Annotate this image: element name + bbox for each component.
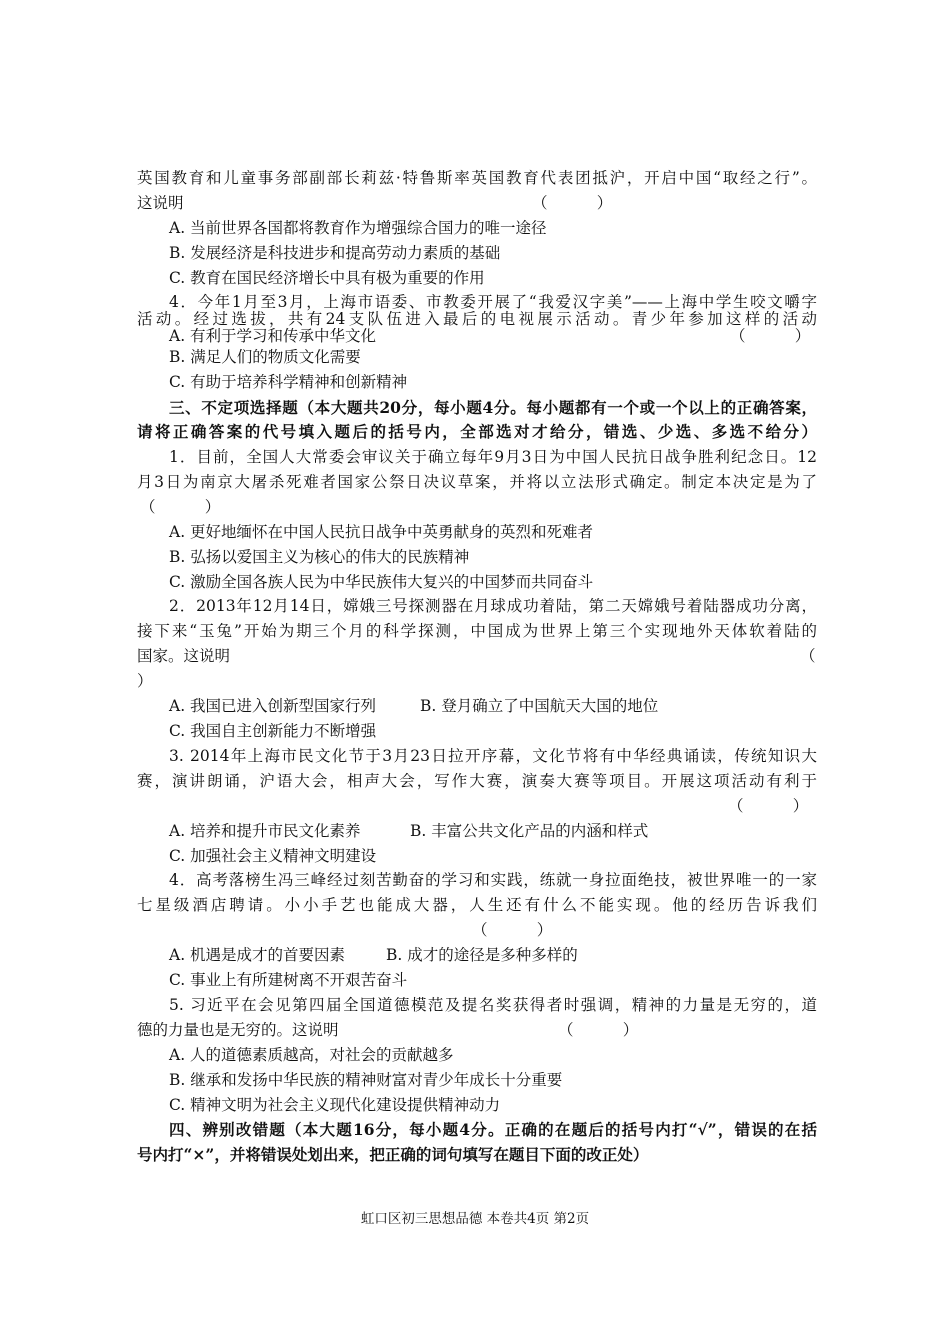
section3-heading-line1: 三、不定项选择题（本大题共20分，每小题4分。每小题都有一个或一个以上的正确答案， xyxy=(169,398,817,417)
s3q3-option-b: B. 丰富公共文化产品的内涵和样式 xyxy=(410,822,649,840)
s3q5-option-a: A. 人的道德素质越高，对社会的贡献越多 xyxy=(169,1046,454,1064)
s3q4-option-b: B. 成才的途径是多种多样的 xyxy=(386,946,578,964)
q4-option-c: C. 有助于培养科学精神和创新精神 xyxy=(169,373,408,391)
s3q3-line2: 赛，演讲朗诵，沪语大会，相声大会，写作大赛，演奏大赛等项目。开展这项活动有利于 xyxy=(137,772,817,790)
s3q1-line1: 1．目前，全国人大常委会审议关于确立每年9月3日为中国人民抗日战争胜利纪念日。12 xyxy=(169,448,817,466)
s3q2-line2: 接下来“玉兔”开始为期三个月的科学探测，中国成为世界上第三个实现地外天体软着陆的 xyxy=(137,622,817,640)
q4-answer-paren[interactable]: （ ） xyxy=(730,327,811,345)
s3q1-line2: 月3日为南京大屠杀死难者国家公祭日决议草案，并将以立法形式确定。制定本决定是为了 xyxy=(137,473,817,491)
page-footer: 虹口区初三思想品德 本卷共4页 第2页 xyxy=(360,1211,590,1227)
s3q2-paren-close[interactable]: ） xyxy=(137,672,153,690)
s3q4-answer-paren[interactable]: （ ） xyxy=(472,921,553,939)
q3-line1: 英国教育和儿童事务部副部长莉兹·特鲁斯率英国教育代表团抵沪，开启中国“取经之行”。 xyxy=(137,169,817,187)
q4-line2: 活动。经过选拔，共有24支队伍进入最后的电视展示活动。青少年参加这样的活动 xyxy=(137,310,817,328)
q3-answer-paren[interactable]: （ ） xyxy=(532,194,613,212)
s3q1-option-a: A. 更好地缅怀在中国人民抗日战争中英勇献身的英烈和死难者 xyxy=(169,523,594,541)
s3q5-option-c: C. 精神文明为社会主义现代化建设提供精神动力 xyxy=(169,1096,501,1114)
section4-heading-line2: 号内打“×”，并将错误处划出来，把正确的词句填写在题目下面的改正处） xyxy=(137,1145,649,1164)
q4-option-a: A. 有利于学习和传承中华文化 xyxy=(169,327,377,345)
s3q2-option-c: C. 我国自主创新能力不断增强 xyxy=(169,722,377,740)
s3q2-line3: 国家。这说明 xyxy=(137,647,231,665)
s3q4-line1: 4．高考落榜生冯三峰经过刻苦勤奋的学习和实践，练就一身拉面绝技，被世界唯一的一家 xyxy=(169,871,817,889)
s3q2-line1: 2．2013年12月14日，嫦娥三号探测器在月球成功着陆，第二天嫦娥号着陆器成功分离， xyxy=(169,597,817,615)
s3q1-option-b: B. 弘扬以爱国主义为核心的伟大的民族精神 xyxy=(169,548,470,566)
s3q2-option-a: A. 我国已进入创新型国家行列 xyxy=(169,697,377,715)
s3q3-answer-paren[interactable]: （ ） xyxy=(728,797,809,815)
q3-option-b: B. 发展经济是科技进步和提高劳动力素质的基础 xyxy=(169,244,501,262)
q4-option-b: B. 满足人们的物质文化需要 xyxy=(169,348,361,366)
s3q3-option-c: C. 加强社会主义精神文明建设 xyxy=(169,847,377,865)
s3q5-option-b: B. 继承和发扬中华民族的精神财富对青少年成长十分重要 xyxy=(169,1071,563,1089)
s3q5-line1: 5. 习近平在会见第四届全国道德模范及提名奖获得者时强调，精神的力量是无穷的，道 xyxy=(169,996,817,1014)
section4-heading-line1: 四、辨别改错题（本大题16分，每小题4分。正确的在题后的括号内打“√”，错误的在括 xyxy=(169,1120,817,1139)
s3q2-paren-open[interactable]: （ xyxy=(800,647,816,665)
q3-line2: 这说明 xyxy=(137,194,184,212)
s3q3-option-a: A. 培养和提升市民文化素养 xyxy=(169,822,361,840)
s3q3-line1: 3. 2014年上海市民文化节于3月23日拉开序幕，文化节将有中华经典诵读，传统知识大 xyxy=(169,747,817,765)
s3q2-option-b: B. 登月确立了中国航天大国的地位 xyxy=(420,697,659,715)
q3-option-c: C. 教育在国民经济增长中具有极为重要的作用 xyxy=(169,269,485,287)
q4-line1: 4．今年1月至3月，上海市语委、市教委开展了“我爱汉字美”——上海中学生咬文嚼字 xyxy=(169,293,817,311)
s3q1-answer-paren[interactable]: （ ） xyxy=(140,498,221,516)
s3q4-option-a: A. 机遇是成才的首要因素 xyxy=(169,946,346,964)
s3q1-option-c: C. 激励全国各族人民为中华民族伟大复兴的中国梦而共同奋斗 xyxy=(169,573,594,591)
section3-heading-line2: 请将正确答案的代号填入题后的括号内，全部选对才给分，错选、少选、多选不给分） xyxy=(137,422,817,441)
s3q4-option-c: C. 事业上有所建树离不开艰苦奋斗 xyxy=(169,971,408,989)
q3-option-a: A. 当前世界各国都将教育作为增强综合国力的唯一途径 xyxy=(169,219,547,237)
s3q4-line2: 七星级酒店聘请。小小手艺也能成大器，人生还有什么不能实现。他的经历告诉我们 xyxy=(137,896,817,914)
s3q5-answer-paren[interactable]: （ ） xyxy=(558,1021,639,1039)
s3q5-line2: 德的力量也是无穷的。这说明 xyxy=(137,1021,339,1039)
